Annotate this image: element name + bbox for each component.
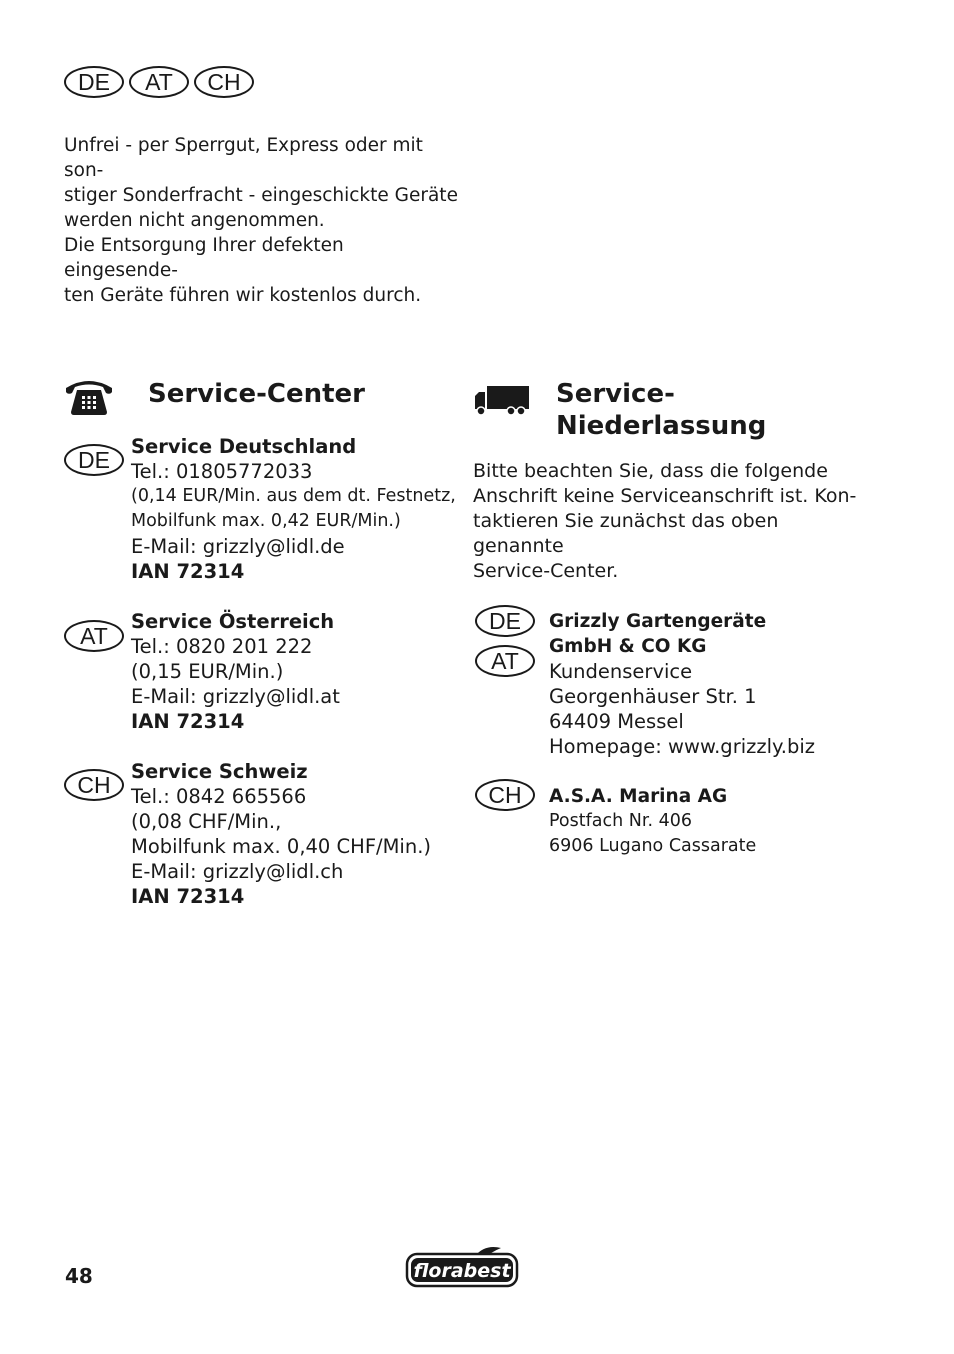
florabest-logo (405, 1244, 521, 1294)
service-rate-mobile: Mobilfunk max. 0,40 CHF/Min.) (131, 835, 432, 858)
service-entry-at (131, 609, 340, 734)
intro-paragraph-1: Unfrei - per Sperrgut, Express oder mit son- stiger Sonderfracht - eingeschickte Geräte werden nicht angenommen. (64, 135, 458, 231)
service-tel: Tel.: 0820 201 222 (131, 635, 313, 658)
service-ian: IAN 72314 (131, 710, 245, 733)
service-name: Service Deutschland (131, 435, 357, 458)
badge-at: AT (129, 66, 189, 98)
service-entry-ch (131, 759, 431, 909)
badge-de: DE (475, 605, 535, 637)
company-name-line2: GmbH & CO KG (549, 636, 707, 657)
department: Kundenservice (549, 660, 693, 683)
service-tel: Tel.: 01805772033 (131, 460, 313, 483)
homepage: Homepage: www.grizzly.biz (549, 735, 816, 758)
service-email: E-Mail: grizzly@lidl.at (131, 685, 340, 708)
service-name: Service Schweiz (131, 760, 308, 783)
truck-icon (473, 384, 531, 420)
service-branch-title-line1: Service- (556, 379, 675, 409)
company-name: A.S.A. Marina AG (549, 786, 728, 807)
service-center-title: Service-Center (148, 379, 365, 409)
service-entry-de (131, 434, 456, 584)
company-name: Grizzly Gartengeräte (549, 611, 767, 632)
badge-de: DE (64, 444, 124, 476)
service-ian: IAN 72314 (131, 885, 245, 908)
service-branch-notice: Bitte beachten Sie, dass die folgende Anschrift keine Serviceanschrift ist. Kon- taktieren Sie zunächst das oben genannte Service-Center. (473, 460, 857, 582)
service-rate-mobile: Mobilfunk max. 0,42 EUR/Min.) (131, 511, 401, 531)
intro-text (64, 133, 459, 308)
service-ian: IAN 72314 (131, 560, 245, 583)
service-branch-title-line2: Niederlassung (556, 411, 767, 441)
street: Georgenhäuser Str. 1 (549, 685, 757, 708)
service-email: E-Mail: grizzly@lidl.de (131, 535, 345, 558)
page-number: 48 (65, 1264, 93, 1288)
service-email: E-Mail: grizzly@lidl.ch (131, 860, 344, 883)
badge-at: AT (64, 620, 124, 652)
badge-ch: CH (475, 779, 535, 811)
service-name: Service Österreich (131, 610, 335, 633)
badge-ch: CH (194, 66, 254, 98)
city: 64409 Messel (549, 710, 684, 733)
brand-text: florabest (413, 1260, 511, 1282)
service-rate: (0,14 EUR/Min. aus dem dt. Festnetz, (131, 486, 456, 506)
city: 6906 Lugano Cassarate (549, 836, 757, 856)
po-box: Postfach Nr. 406 (549, 811, 692, 831)
service-rate: (0,08 CHF/Min., (131, 810, 282, 833)
badge-ch: CH (64, 769, 124, 801)
telephone-icon (63, 376, 115, 420)
intro-paragraph-2: Die Entsorgung Ihrer defekten eingesende- ten Geräte führen wir kostenlos durch. (64, 235, 422, 306)
badge-de: DE (64, 66, 124, 98)
branch-address-de-at (549, 609, 815, 759)
country-badges (64, 66, 254, 98)
badge-at: AT (475, 645, 535, 677)
service-rate: (0,15 EUR/Min.) (131, 660, 284, 683)
service-tel: Tel.: 0842 665566 (131, 785, 307, 808)
branch-address-ch (549, 784, 756, 859)
service-branch-title (556, 378, 856, 442)
